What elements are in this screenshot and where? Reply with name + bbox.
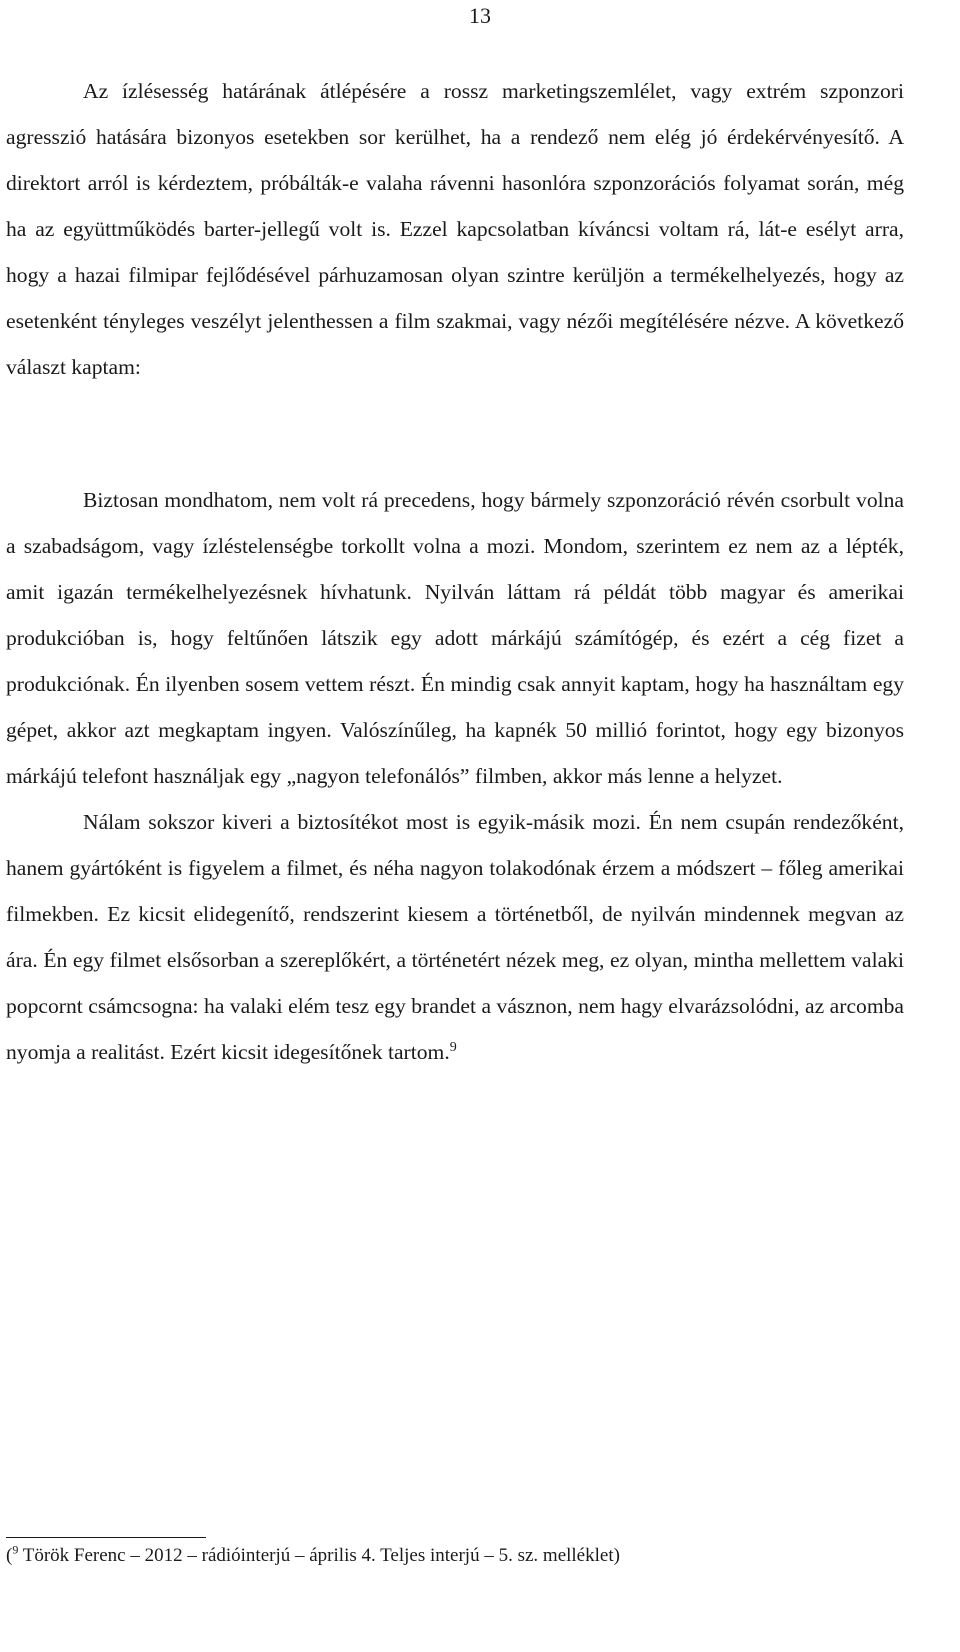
footnote-number: 9	[12, 1542, 19, 1557]
quote-paragraph-text: Nálam sokszor kiveri a biztosítékot most is egyik-másik mozi. Én nem csupán rendezőként, hanem gyártóként is figyelem a filmet, és néha nagyon tolakodónak érzem a módszert – főleg amerikai filmekben. Ez kicsit elidegenítő, rendszerint kiesem a történetből, de nyilván mindennek megvan az ára. Én egy filmet elsősorban a szereplőkért, a történetért nézek meg, ez olyan, mintha mellettem valaki popcornt csámcsogna: ha valaki elém tesz egy brandet a vásznon, nem hagy elvarázsolódni, az arcomba nyomja a realitást. Ezért kicsit idegesítőnek tartom.	[6, 810, 904, 1064]
body-text	[6, 68, 904, 390]
footnote-divider	[6, 1537, 206, 1538]
quote-paragraph-with-footnote	[6, 799, 904, 1075]
footnote-reference[interactable]: 9	[449, 1039, 457, 1055]
footnote-text: Török Ferenc – 2012 – rádióinterjú – április 4. Teljes interjú – 5. sz. melléklet)	[18, 1545, 620, 1566]
quote-paragraph: Biztosan mondhatom, nem volt rá precedens, hogy bármely szponzoráció révén csorbult volna a szabadságom, vagy ízléstelenségbe torkollt volna a mozi. Mondom, szerintem ez nem az a lépték, amit igazán termékelhelyezésnek hívhatunk. Nyilván láttam rá példát több magyar és amerikai produkcióban is, hogy feltűnően látszik egy adott márkájú számítógép, és ezért a cég fizet a produkciónak. Én ilyenben sosem vettem részt. Én mindig csak annyit kaptam, hogy ha használtam egy gépet, akkor azt megkaptam ingyen. Valószínűleg, ha kapnék 50 millió forintot, hogy egy bizonyos márkájú telefont használjak egy „nagyon telefonálós” filmben, akkor más lenne a helyzet.	[6, 488, 904, 788]
footnote-open-paren: (	[6, 1545, 13, 1566]
page-number: 13	[469, 3, 491, 28]
footnote	[6, 1542, 906, 1570]
body-paragraph: Az ízlésesség határának átlépésére a rossz marketingszemlélet, vagy extrém szponzori agresszió hatására bizonyos esetekben sor kerülhet, ha a rendező nem elég jó érdekérvényesítő. A direktort arról is kérdeztem, próbálták-e valaha rávenni hasonlóra szponzorációs folyamat során, még ha az együttműködés barter-jellegű volt is. Ezzel kapcsolatban kíváncsi voltam rá, lát-e esélyt arra, hogy a hazai filmipar fejlődésével párhuzamosan olyan szintre kerüljön a termékelhelyezés, hogy az esetenként tényleges veszélyt jelenthessen a film szakmai, vagy nézői megítélésére nézve. A következő választ kaptam:	[6, 79, 904, 379]
interview-quote	[6, 477, 904, 1075]
